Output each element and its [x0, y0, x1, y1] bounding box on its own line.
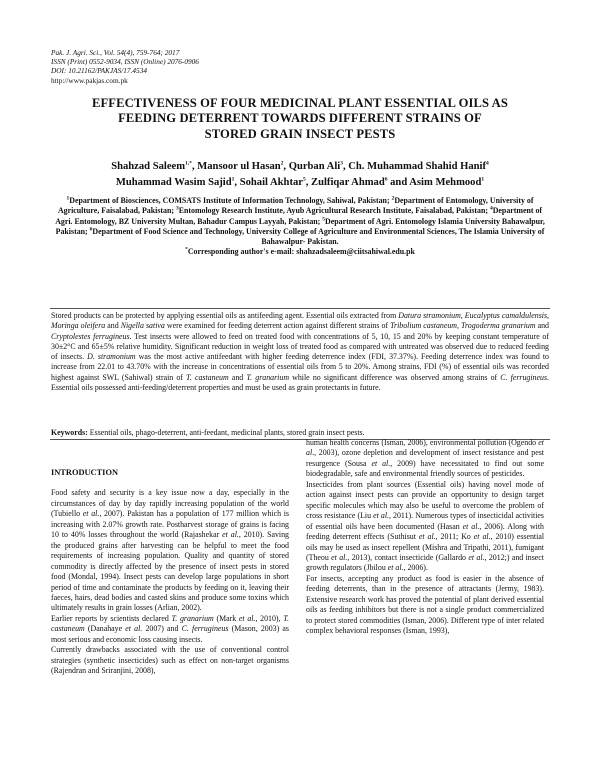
- abstract-text: and: [535, 321, 550, 331]
- superscript: 4: [489, 205, 493, 212]
- abstract-text: and: [228, 372, 247, 382]
- paragraph-text: , 2011). Numerous types of insecticidal activities of essential oils have been documented (Hasan: [306, 511, 544, 531]
- affiliation: Entomology Research Institute, Ayub Agricultural Research Institute, Faisalabad, Pakistan;: [178, 206, 490, 216]
- affiliation: Department of Entomology, University of Agriculture, Faisalabad, Pakistan;: [57, 196, 534, 216]
- journal-url[interactable]: http://www.pakjas.com.pk: [51, 75, 128, 85]
- paragraph-text: , 2006).: [403, 563, 428, 573]
- abstract-text: Cryptolestes ferrugineus: [51, 331, 130, 341]
- paragraph-text: et al.: [331, 552, 348, 562]
- paragraph-text: et al.: [418, 532, 436, 542]
- paragraph-text: et al.: [125, 624, 143, 634]
- paragraph-text: et al.: [371, 458, 391, 468]
- author-name: Ch. Muhammad Shahid Hanif: [348, 161, 487, 172]
- paragraph-text: Food safety and security is a key issue now a day, especially in the circumstances of day by day rapidly increasing population of the world (Tubiello: [51, 488, 289, 519]
- keywords: [51, 428, 549, 438]
- paragraph-text: (Danahaye: [84, 624, 126, 634]
- affiliation: Department of Agri. Entomology Islamia University Bahawalpur, Pakistan;: [55, 216, 545, 236]
- paragraph-text: et al: [306, 438, 544, 458]
- corresponding-email: Corresponding author's e-mail: shahzadsaleem@ciitsahiwal.edu.pk: [187, 247, 415, 257]
- superscript: 6: [384, 175, 388, 182]
- paragraph-text: Earlier reports by scientists declared: [51, 613, 172, 623]
- paragraph-text: Insecticides from plant sources (Essential oils) having novel mode of action against insect pests can provide an opportunity to design target specific molecules which may also be useful to overcome the problem of cross resistance (Liu: [306, 479, 544, 521]
- right-column-body: [306, 438, 544, 637]
- affiliation: Department of Biosciences, COMSATS Institute of Information Technology, Sahiwal, Pakistan;: [69, 196, 392, 205]
- abstract: [51, 311, 549, 393]
- superscript: 4: [486, 160, 489, 167]
- paragraph-text: C. ferrugineus: [181, 624, 229, 634]
- author-name: Qurban Ali: [288, 161, 341, 172]
- corresponding-author: [51, 247, 549, 257]
- paragraph-text: , 2010),: [255, 613, 284, 623]
- abstract-text: . Test insects were allowed to feed on treated food with concentrations of 5, 10, 15 and 20% by keeping constant temperature of 30±2°C and 65±5% relative humidity. Significant reduction in weight loss of treated food as compared with untreated was observed due to reduced feeding of insects.: [51, 331, 549, 361]
- paragraph-text: (Mark: [213, 613, 239, 623]
- journal-citation: Pak. J. Agri. Sci., Vol. 54(4), 759-764; 2017: [51, 48, 180, 57]
- paragraph-text: , 2007). Pakistan has a population of 177 million which is increasing with 2.07% growth rate. Postharvest storage of grains is facing 10 to 40% losses throughout the world (Rajashekar: [51, 509, 289, 540]
- paragraph-text: , 2009) have necessitated to find out some biodegradable, safe and environmental friendly sources of pesticides.: [306, 458, 545, 479]
- superscript: 5: [302, 175, 306, 182]
- title-line: FEEDING DETERRENT TOWARDS DIFFERENT STRAINS OF: [118, 111, 482, 126]
- paragraph-text: et al.: [82, 509, 100, 519]
- paragraph-text: 2007) and: [142, 624, 182, 634]
- paragraph-text: Currently drawbacks associated with the use of conventional control strategies (synthetic insecticides) such as effect on non-target organisms (Rajendran and Sriranjini, 2008),: [51, 645, 289, 676]
- author-list: Shahzad Saleem$^{1,*}$, Mansoor ul Hasan$^2$, Qurban Ali$^3$, Ch. Muhammad Shahid Hanif$^4$ Muhammad Wasim Sajid$^1$, Sohail Akhtar$^5$, Zulfiqar Ahmad$^6$ and Asim Mehmood$^1$: [111, 160, 489, 188]
- journal-meta: [51, 48, 199, 85]
- superscript: 1,*: [185, 160, 192, 167]
- title-line: STORED GRAIN INSECT PESTS: [204, 126, 396, 141]
- abstract-text: T. granarium: [246, 372, 290, 382]
- superscript: 1: [66, 195, 70, 202]
- paragraph-text: , 2010). Saving the produced grains after harvesting can be helpful to meet the food requirements of increasing population. Quality and quantity of stored commodity is directly affected by the presence of insect pests in stored food (Mondal, 1994). Insect pests can develop large populations in short period of time and contaminate the products by feeding on it, leaving their faeces, hairs, dead bodies and casted skins and produce some toxins which ultimately results in grain losses (Arlian, 2002).: [51, 530, 290, 613]
- paragraph-text: T. castaneum: [51, 613, 290, 634]
- left-column: [51, 468, 289, 677]
- keywords-label: Keywords:: [51, 428, 88, 437]
- paragraph-text: et al.: [373, 511, 389, 521]
- author-name: Asim Mehmood: [409, 176, 482, 188]
- paragraph-text: For insects, accepting any product as food is easier in the absence of feeding deterrents, than in the presence of attractants (Jermy, 1983). Extensive research work has proved the potential of plant derived essential oils as feeding inhibitors but there is not a single product commercialized to protect stored commodities (Isman, 2006). Different type of inter related complex behavioral responses (Isman, 1993),: [306, 573, 544, 636]
- abstract-text: Stored products can be protected by applying essential oils as antifeeding agent. Essential oils extracted from: [51, 311, 399, 320]
- paragraph: [306, 480, 544, 574]
- superscript: 5: [322, 215, 326, 222]
- author-name: Sohail Akhtar: [239, 176, 303, 188]
- journal-issn: ISSN (Print) 0552-9034, ISSN (Online) 2076-0906: [51, 57, 199, 67]
- paper-title: [40, 96, 560, 142]
- abstract-text: Tribolium castaneum, Trogoderma granarium: [390, 321, 536, 331]
- paragraph-text: ., 2003), ozone depletion and development of insect resistance and pest resurgence (Sousa: [306, 448, 544, 468]
- superscript: 3: [175, 205, 179, 212]
- affiliations: [51, 196, 549, 258]
- abstract-text: were examined for feeding deterrent action against different strains of: [164, 321, 391, 331]
- left-column-body: [51, 488, 289, 676]
- abstract-text: while no significant difference was observed among strains of: [289, 372, 501, 382]
- abstract-text: Nigella sativa: [120, 321, 165, 331]
- paragraph: [51, 614, 289, 645]
- author-name: Zulfiqar Ahmad: [311, 176, 385, 188]
- affiliation: Department of Agri. Entomology, BZ University Multan, Bahadur Campus Layyah, Pakistan;: [55, 206, 543, 226]
- paragraph-text: et al.: [238, 613, 256, 623]
- affiliation: Department of Food Science and Technology, University College of Agriculture and Environmental Sciences, The Islamia University of Bahawalpur- Pakistan.: [92, 226, 545, 247]
- paragraph-text: , 2013), contact insecticide (Gallardo: [347, 552, 469, 562]
- superscript: 2: [280, 160, 284, 167]
- superscript: 1: [481, 175, 485, 182]
- paragraph-text: , 2006). Along with feeding deterrent effects (Suthisut: [306, 521, 545, 542]
- paragraph-text: et al.: [473, 532, 491, 542]
- paragraph-text: et al.: [222, 530, 239, 540]
- author-name: Mansoor ul Hasan: [197, 161, 281, 172]
- paragraph: [306, 574, 544, 637]
- superscript: 3: [340, 160, 343, 167]
- paragraph-text: , 2010) essential oils may be used as insect repellent (Mishra and Tripathi, 2011), fumigant (Theou: [306, 532, 545, 562]
- paragraph-text: et al.: [387, 563, 404, 573]
- paragraph-text: (Mason, 2003) as most serious and economic loss causing insects.: [51, 624, 289, 644]
- journal-doi: DOI: 10.21162/PAKJAS/17.4534: [51, 66, 147, 76]
- abstract-text: T. castaneum: [186, 372, 229, 382]
- paragraph-text: , 2012;) and insect growth regulators (Jbilou: [306, 552, 545, 573]
- right-column: [306, 438, 544, 637]
- paragraph: [51, 488, 289, 613]
- paragraph-text: et al.: [468, 552, 485, 562]
- title-line: EFFECTIVENESS OF FOUR MEDICINAL PLANT ESSENTIAL OILS AS: [92, 96, 508, 110]
- superscript: *: [185, 246, 188, 253]
- author-name: Muhammad Wasim Sajid: [115, 176, 232, 188]
- paragraph: [306, 438, 544, 480]
- affiliation-list: [55, 196, 545, 246]
- abstract-text: was the most active antifeedant with higher feeding deterrence index (FDI, 37.37%). Feeding deterrence index was found to increase from 22.01 to 43.70% with the increase in concentrations of essential oils from 5 to 20%. Among strains, FDI (%) of essential oils was recorded highest against SWL (Sahiwal) strain of: [51, 352, 549, 382]
- section-heading: INTRODUCTION: [51, 468, 119, 477]
- abstract-text: D. stramonium: [87, 352, 136, 361]
- abstract-text: and: [105, 321, 121, 331]
- paragraph-text: human health concerns (Isman, 2006), environmental pollution (Ogendo: [306, 438, 539, 447]
- author-name: Shahzad Saleem: [111, 161, 186, 172]
- paragraph-text: , 2011; Ko: [435, 532, 474, 542]
- abstract-text: Datura stramonium, Eucalyptus camaldulensis, Moringa oleifera: [51, 311, 549, 331]
- superscript: 6: [89, 226, 93, 233]
- keywords-text: Essential oils, phago-deterrent, anti-feedant, medicinal plants, stored grain insect pests.: [87, 428, 365, 437]
- paragraph-text: T. granarium: [171, 613, 214, 623]
- paragraph-text: et al.: [462, 521, 480, 531]
- superscript: 2: [391, 195, 395, 202]
- superscript: 1: [231, 175, 235, 182]
- paragraph: [51, 645, 289, 676]
- abstract-text: C. ferrugineus: [500, 372, 548, 382]
- abstract-text: . Essential oils possessed anti-feeding/deterrent properties and must be used as grain protectants in future.: [51, 372, 549, 392]
